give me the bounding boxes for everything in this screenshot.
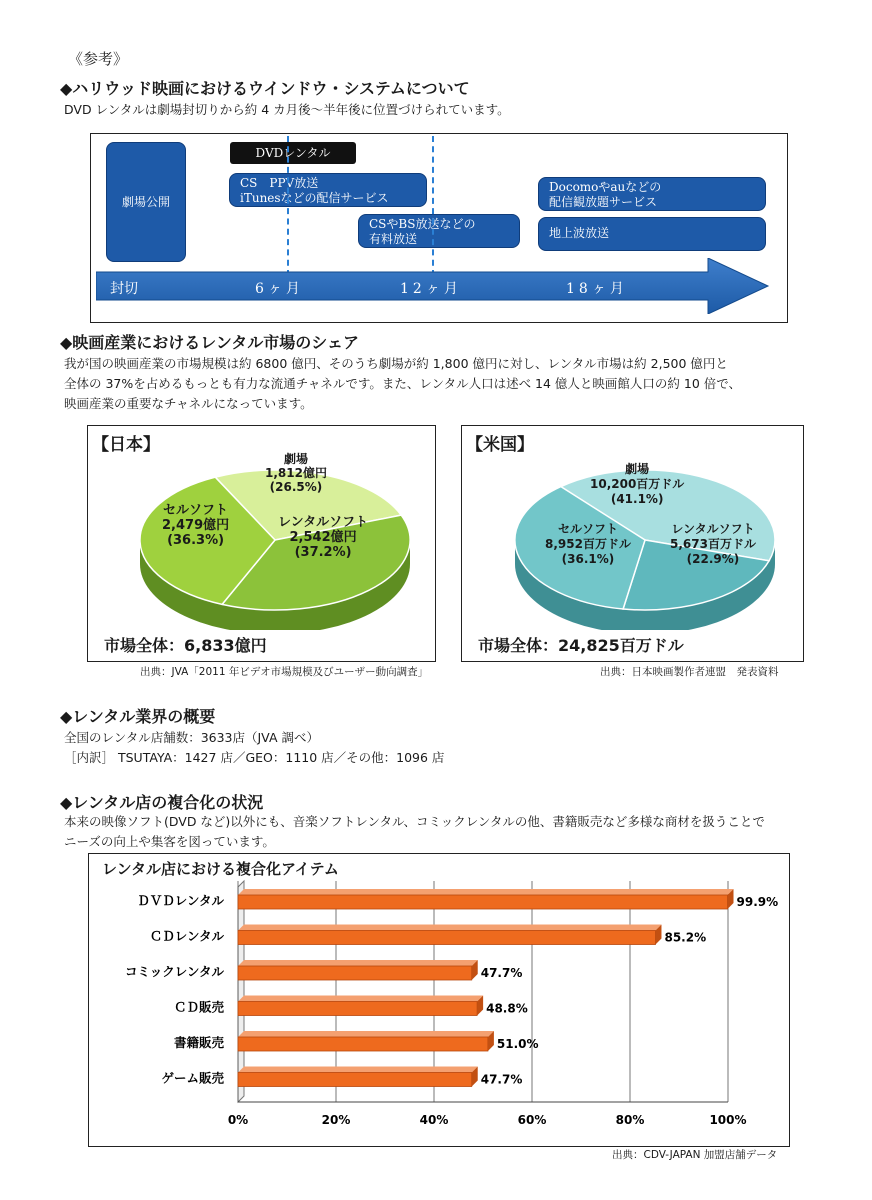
cs-ppv-line1: CS PPV放送 xyxy=(240,176,319,190)
subscription-service-box xyxy=(538,177,766,211)
section-heading-diversification: ◆レンタル店の複合化の状況 xyxy=(60,793,264,812)
usa-slice-label-rental xyxy=(670,522,756,567)
bar-category-label: コミックレンタル xyxy=(125,964,224,979)
bar-top-face xyxy=(238,960,478,966)
paid-broadcast-line2: 有料放送 xyxy=(369,232,418,246)
bar-category-label: 書籍販売 xyxy=(173,1035,224,1050)
bar-top-face xyxy=(238,1031,494,1037)
japan-sell-pct: (36.3%) xyxy=(167,533,225,548)
japan-theater-name: 劇場 xyxy=(283,452,308,466)
bar-chart-xtick-label: 20% xyxy=(321,1113,351,1127)
section-heading-window-system: ◆ハリウッド映画におけるウインドウ・システムについて xyxy=(60,79,470,98)
diversification-text-2: ニーズの向上や集客を図っています。 xyxy=(64,834,275,849)
usa-theater-pct: (41.1%) xyxy=(610,492,664,506)
subscription-line2: 配信観放題サービス xyxy=(549,195,658,209)
japan-market-total: 市場全体：6,833億円 xyxy=(104,636,267,655)
subscription-line1: Docomoやauなどの xyxy=(549,180,662,194)
usa-slice-label-theater xyxy=(590,462,684,507)
usa-sell-pct: (36.1%) xyxy=(561,552,615,566)
6-month-marker xyxy=(287,136,289,276)
cs-ppv-box xyxy=(229,173,427,207)
bar-chart xyxy=(88,853,788,1145)
paid-broadcast-line1: CSやBS放送などの xyxy=(369,217,476,231)
store-breakdown-text: ［内訳］ TSUTAYA：1427 店／GEO：1110 店／その他：1096 店 xyxy=(64,750,445,765)
bar xyxy=(238,1073,472,1087)
japan-rental-pct: (37.2%) xyxy=(294,545,352,560)
bar-value-label: 99.9% xyxy=(736,895,779,909)
usa-rental-value: 5,673百万ドル xyxy=(670,537,756,551)
timeline-6-months: 6ヶ月 xyxy=(255,281,304,297)
usa-sell-name: セルソフト xyxy=(557,522,618,536)
bar xyxy=(238,1002,477,1016)
reference-label: 《参考》 xyxy=(68,50,129,68)
japan-theater-value: 1,812億円 xyxy=(265,466,327,480)
12-month-marker xyxy=(432,136,434,276)
japan-source: 出典：JVA「2011 年ビデオ市場規模及びユーザー動向調査」 xyxy=(140,666,429,678)
theater-release-label: 劇場公開 xyxy=(121,194,170,209)
bar-category-label: ＣＤ販売 xyxy=(173,999,224,1015)
bar-category-label: ＤＶＤレンタル xyxy=(137,893,224,908)
usa-title: 【米国】 xyxy=(466,435,534,455)
bar-top-face xyxy=(238,996,483,1002)
bar-chart-source: 出典：CDV-JAPAN 加盟店舗データ xyxy=(612,1149,778,1161)
bar-top-face xyxy=(238,925,661,931)
rental-share-text-2: 全体の 37%を占めるもっとも有力な流通チャネルです。また、レンタル人口は述べ 14 億人と映画館人口の約 10 倍で、 xyxy=(64,376,742,391)
japan-slice-label-rental xyxy=(278,515,368,560)
rental-share-text-3: 映画産業の重要なチャネルになっています。 xyxy=(64,396,313,411)
dvd-rental-label: DVDレンタル xyxy=(255,146,331,160)
japan-title: 【日本】 xyxy=(92,435,160,455)
bar-category-label: ゲーム販売 xyxy=(161,1070,224,1086)
bar-chart-xtick-label: 0% xyxy=(227,1113,249,1127)
diversification-text-1: 本来の映像ソフト(DVD など)以外にも、音楽ソフトレンタル、コミックレンタルの他、書籍販売など多様な商材を扱うことで xyxy=(64,814,765,829)
usa-theater-name: 劇場 xyxy=(625,462,650,476)
japan-rental-name: レンタルソフト xyxy=(278,515,369,530)
bar-value-label: 51.0% xyxy=(496,1037,539,1051)
japan-slice-label-sell xyxy=(162,503,229,548)
theater-release-box xyxy=(106,142,186,262)
japan-sell-name: セルソフト xyxy=(163,503,229,518)
usa-theater-value: 10,200百万ドル xyxy=(590,477,685,491)
bar xyxy=(238,966,472,980)
bar-value-label: 47.7% xyxy=(480,966,523,980)
japan-theater-pct: (26.5%) xyxy=(269,480,323,494)
bar-value-label: 47.7% xyxy=(480,1072,523,1087)
bar-top-face xyxy=(238,889,734,895)
timeline-12-months: 12ヶ月 xyxy=(400,281,462,297)
bar xyxy=(238,931,655,945)
japan-slice-label-theater xyxy=(265,452,327,494)
bar xyxy=(238,895,728,909)
bar-chart-xtick-label: 100% xyxy=(709,1113,747,1127)
usa-sell-value: 8,952百万ドル xyxy=(545,537,631,551)
japan-sell-value: 2,479億円 xyxy=(162,518,230,533)
terrestrial-label: 地上波放送 xyxy=(549,226,610,240)
timeline-start: 封切 xyxy=(110,281,138,297)
bar-top-face xyxy=(238,1067,478,1073)
terrestrial-box xyxy=(538,217,766,251)
bar-value-label: 85.2% xyxy=(664,930,707,945)
paid-broadcast-box xyxy=(358,214,520,248)
usa-rental-name: レンタルソフト xyxy=(671,522,755,536)
rental-share-text-1: 我が国の映画産業の市場規模は約 6800 億円、そのうち劇場が約 1,800 億円に対し、レンタル市場は約 2,500 億円と xyxy=(64,356,728,371)
bar-chart-xtick-label: 40% xyxy=(419,1113,449,1127)
bar-category-label: ＣＤレンタル xyxy=(149,928,224,944)
usa-source: 出典：日本映画製作者連盟 発表資料 xyxy=(600,666,779,678)
cs-ppv-line2: iTunesなどの配信サービス xyxy=(240,191,389,205)
store-count-text: 全国のレンタル店舗数：3633店（JVA 調べ） xyxy=(64,730,319,745)
japan-rental-value: 2,542億円 xyxy=(289,530,357,545)
dvd-rental-box xyxy=(230,142,356,164)
bar-chart-xtick-label: 80% xyxy=(615,1113,645,1127)
bar-chart-xtick-label: 60% xyxy=(517,1113,547,1127)
usa-market-total: 市場全体：24,825百万ドル xyxy=(478,636,684,655)
usa-slice-label-sell xyxy=(545,522,631,567)
bar-value-label: 48.8% xyxy=(486,1001,528,1016)
section-heading-industry-overview: ◆レンタル業界の概要 xyxy=(60,707,216,726)
usa-rental-pct: (22.9%) xyxy=(686,552,740,566)
bar-chart-title: レンタル店における複合化アイテム xyxy=(102,860,339,878)
window-system-text: DVD レンタルは劇場封切りから約 4 カ月後〜半年後に位置づけられています。 xyxy=(64,102,510,117)
timeline-18-months: 18ヶ月 xyxy=(566,281,628,297)
bar xyxy=(238,1037,488,1051)
section-heading-rental-share: ◆映画産業におけるレンタル市場のシェア xyxy=(60,333,359,352)
